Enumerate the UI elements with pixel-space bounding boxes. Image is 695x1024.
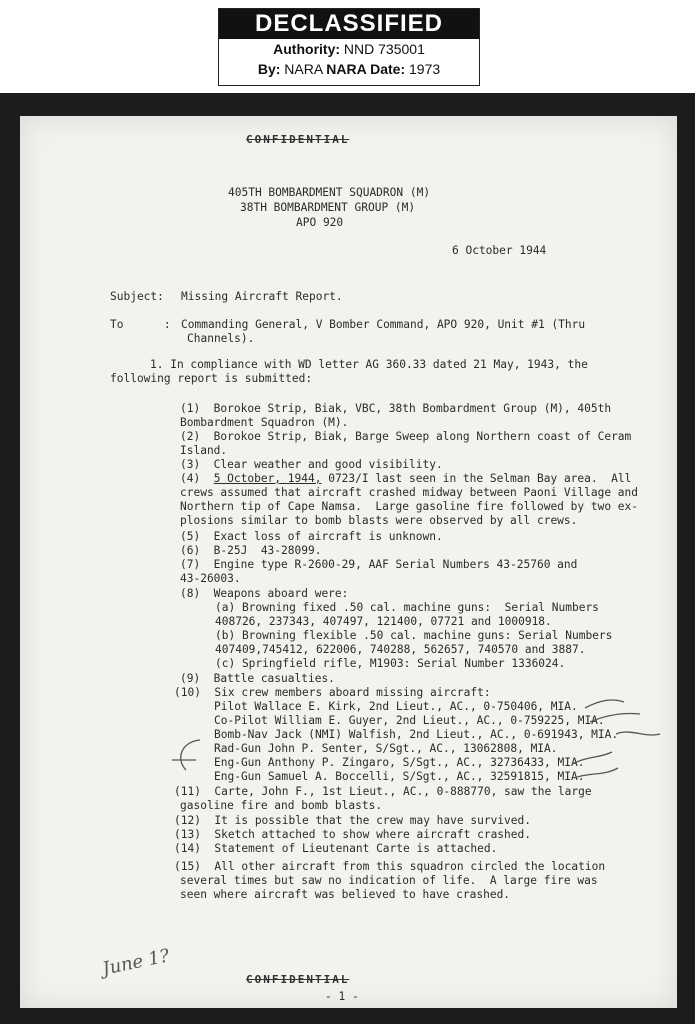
to-line-1: Commanding General, V Bomber Command, APO 920, Unit #1 (Thru xyxy=(181,318,586,331)
item-11-line-1: (11) Carte, John F., 1st Lieut., AC., 0-888770, saw the large xyxy=(174,785,592,798)
crew-member-3: Bomb-Nav Jack (NMI) Walfish, 2nd Lieut., AC., 0-691943, MIA. xyxy=(214,728,619,741)
item-7-line-1: (7) Engine type R-2600-29, AAF Serial Numbers 43-25760 and xyxy=(180,558,578,571)
para1-line-1: 1. In compliance with WD letter AG 360.33 dated 21 May, 1943, the xyxy=(150,358,588,371)
item-8c: (c) Springfield rifle, M1903: Serial Number 1336024. xyxy=(215,657,566,670)
item-8: (8) Weapons aboard were: xyxy=(180,587,349,600)
item-10: (10) Six crew members aboard missing aircraft: xyxy=(174,686,491,699)
item-2-line-2: Island. xyxy=(180,444,228,457)
crew-member-2: Co-Pilot William E. Guyer, 2nd Lieut., AC., 0-759225, MIA. xyxy=(214,714,605,727)
item-15-line-2: several times but saw no indication of life. A large fire was xyxy=(180,874,598,887)
item-15-line-3: seen where aircraft was believed to have crashed. xyxy=(180,888,511,901)
crew-member-6: Eng-Gun Samuel A. Boccelli, S/Sgt., AC., 32591815, MIA. xyxy=(214,770,585,783)
item-7-line-2: 43-26003. xyxy=(180,572,241,585)
para1-line-2: following report is submitted: xyxy=(110,372,313,385)
item-4-line-2: crews assumed that aircraft crashed midway between Paoni Village and xyxy=(180,486,639,499)
stamp-by-value: NARA xyxy=(284,61,323,77)
item-9: (9) Battle casualties. xyxy=(180,672,335,685)
stamp-date-value: 1973 xyxy=(409,61,441,77)
item-15-line-1: (15) All other aircraft from this squadron circled the location xyxy=(174,860,606,873)
crew-member-5: Eng-Gun Anthony P. Zingaro, S/Sgt., AC., 32736433, MIA. xyxy=(214,756,585,769)
to-label: To : xyxy=(110,318,171,331)
unit-line-1: 405TH BOMBARDMENT SQUADRON (M) xyxy=(228,186,431,199)
classification-bottom: CONFIDENTIAL xyxy=(246,973,350,986)
stamp-by-label: By: xyxy=(257,61,281,77)
crew-member-4: Rad-Gun John P. Senter, S/Sgt., AC., 13062808, MIA. xyxy=(214,742,558,755)
subject-label: Subject: xyxy=(110,290,164,303)
stamp-authority-label: Authority: xyxy=(273,41,341,57)
unit-line-2: 38TH BOMBARDMENT GROUP (M) xyxy=(240,201,416,214)
item-12: (12) It is possible that the crew may have survived. xyxy=(174,814,531,827)
unit-line-3: APO 920 xyxy=(296,216,344,229)
classification-top: CONFIDENTIAL xyxy=(246,133,350,146)
stamp-date-label: NARA Date: xyxy=(326,61,406,77)
item-2-line-1: (2) Borokoe Strip, Biak, Barge Sweep along Northern coast of Ceram xyxy=(180,430,632,443)
item-8b-line-1: (b) Browning flexible .50 cal. machine guns: Serial Numbers xyxy=(215,629,613,642)
item-1-line-1: (1) Borokoe Strip, Biak, VBC, 38th Bombardment Group (M), 405th xyxy=(180,402,612,415)
item-13: (13) Sketch attached to show where aircraft crashed. xyxy=(174,828,531,841)
to-line-2: Channels). xyxy=(187,332,255,345)
memo-date: 6 October 1944 xyxy=(452,244,547,257)
item-4-line-1 xyxy=(180,472,631,486)
crew-member-1: Pilot Wallace E. Kirk, 2nd Lieut., AC., 0-750406, MIA. xyxy=(214,700,578,713)
item-8a-line-1: (a) Browning fixed .50 cal. machine guns: Serial Numbers xyxy=(215,601,599,614)
item-11-line-2: gasoline fire and bomb blasts. xyxy=(180,799,383,812)
item-4-text: 0723/I last seen in the Selman Bay area. All xyxy=(321,472,632,485)
item-4-line-3: Northern tip of Cape Namsa. Large gasoline fire followed by two ex- xyxy=(180,500,639,513)
item-8b-line-2: 407409,745412, 622006, 740288, 562657, 740570 and 3887. xyxy=(215,643,586,656)
stamp-by xyxy=(219,59,479,79)
declassified-stamp xyxy=(218,8,480,86)
page-number: - 1 - xyxy=(325,990,359,1003)
item-4-line-4: plosions similar to bomb blasts were observed by all crews. xyxy=(180,514,578,527)
item-4-num: (4) xyxy=(180,472,214,485)
stamp-authority xyxy=(219,39,479,59)
item-14: (14) Statement of Lieutenant Carte is attached. xyxy=(174,842,498,855)
item-1-line-2: Bombardment Squadron (M). xyxy=(180,416,349,429)
item-5: (5) Exact loss of aircraft is unknown. xyxy=(180,530,443,543)
stamp-title: DECLASSIFIED xyxy=(219,9,479,39)
subject-text: Missing Aircraft Report. xyxy=(181,290,343,303)
item-3: (3) Clear weather and good visibility. xyxy=(180,458,443,471)
item-6: (6) B-25J 43-28099. xyxy=(180,544,322,557)
item-4-date: 5 October, 1944, xyxy=(213,472,322,485)
item-8a-line-2: 408726, 237343, 407497, 121400, 07721 and 1000918. xyxy=(215,615,552,628)
stamp-authority-value: NND 735001 xyxy=(343,41,425,57)
handwritten-note: June 1? xyxy=(100,945,172,980)
